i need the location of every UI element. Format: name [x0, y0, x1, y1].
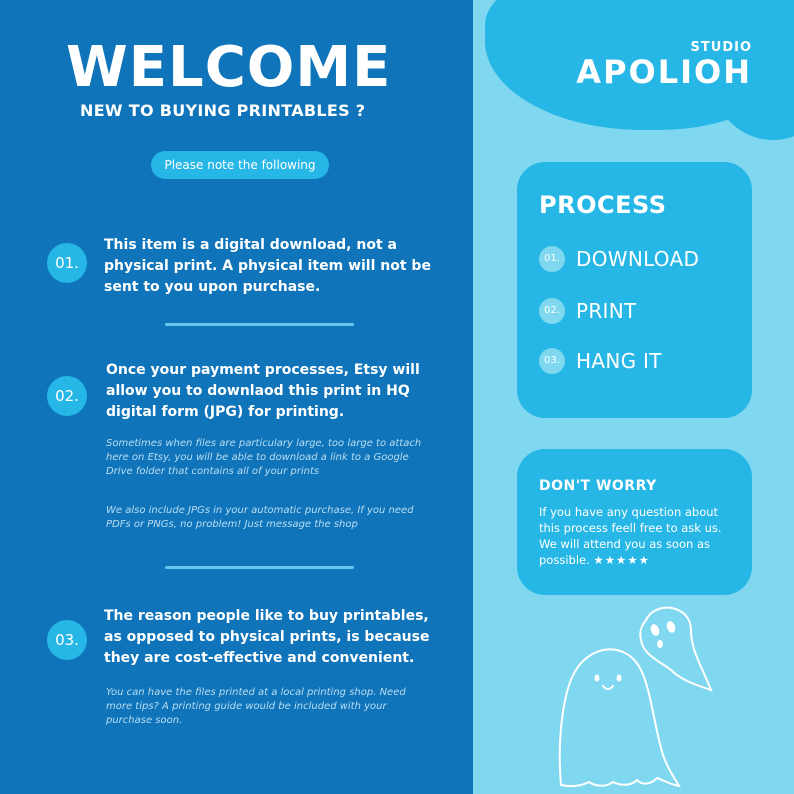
process-number-2: 02. — [539, 298, 565, 324]
process-item-download — [539, 246, 699, 272]
step-text-3: The reason people like to buy printables, as opposed to physical prints, is because they are cost-effective and convenient. — [104, 608, 430, 666]
ghost-icons — [551, 600, 731, 790]
brand-logo: APOLIOH — [576, 53, 752, 91]
process-item-hang — [539, 348, 662, 374]
process-label-2: PRINT — [576, 299, 637, 323]
right-panel — [473, 0, 794, 794]
step-text-1: This item is a digital download, not a physical print. A physical item will not be sent to you upon purchase. — [104, 237, 431, 295]
step-text-2: Once your payment processes, Etsy will allow you to downlaod this print in HQ digital form (JPG) for printing. — [106, 362, 420, 420]
process-number-1: 01. — [539, 246, 565, 272]
rating-stars-icon: ★★★★★ — [593, 553, 650, 567]
step-note-2a: Sometimes when files are particulary large, too large to attach here on Etsy, you will be able to download a link to a Google Drive folder that contains all of your prints — [106, 438, 422, 477]
process-label-3: HANG IT — [576, 349, 662, 373]
step-note-2b: We also include JPGs in your automatic purchase, If you need PDFs or PNGs, no problem! Just message the shop — [106, 505, 414, 530]
process-number-3: 03. — [539, 348, 565, 374]
page-title: WELCOME — [66, 35, 392, 100]
process-card — [517, 162, 752, 418]
step-note-3: You can have the files printed at a local printing shop. Need more tips? A printing guide would be included with your purchase soon. — [106, 687, 406, 726]
divider-2 — [165, 566, 354, 569]
process-item-print — [539, 298, 637, 324]
worry-body: If you have any question about this process feell free to ask us. We will attend you as soon as possible. — [539, 505, 722, 567]
worry-text — [539, 504, 739, 568]
step-number-2: 02. — [47, 376, 87, 416]
brand-studio: STUDIO — [690, 40, 752, 55]
process-title: PROCESS — [539, 191, 667, 219]
page-subtitle: NEW TO BUYING PRINTABLES ? — [80, 101, 366, 120]
divider-1 — [165, 323, 354, 326]
note-pill: Please note the following — [151, 151, 329, 179]
worry-title: DON'T WORRY — [539, 478, 657, 494]
step-number-1: 01. — [47, 243, 87, 283]
step-number-3: 03. — [47, 620, 87, 660]
worry-card — [517, 449, 752, 595]
process-label-1: DOWNLOAD — [576, 247, 700, 271]
